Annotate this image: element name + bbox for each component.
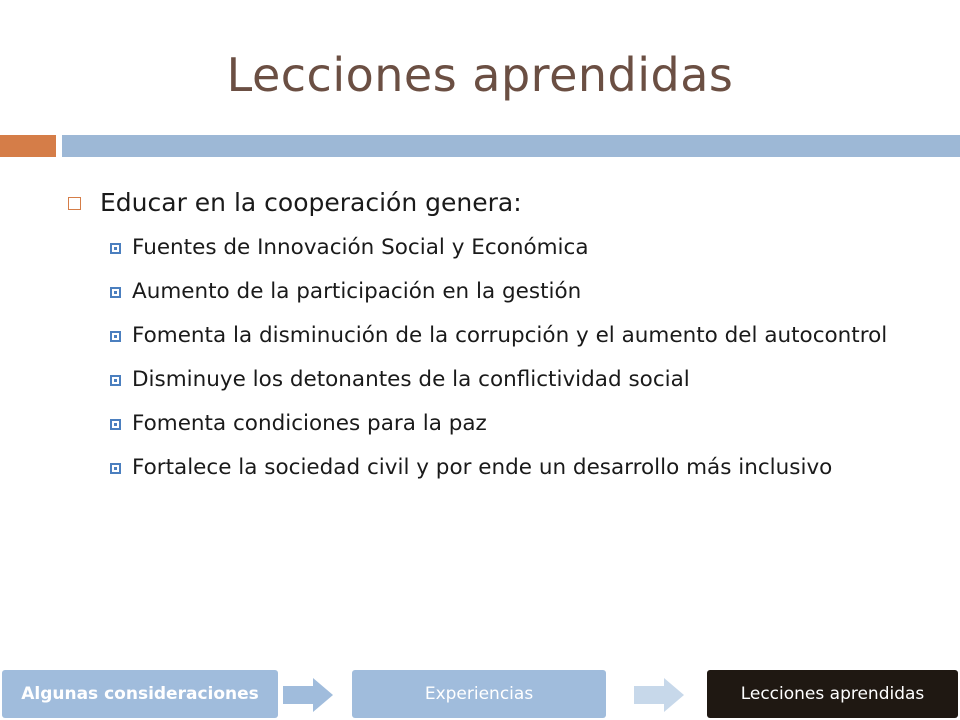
main-bullet-text: Educar en la cooperación genera: bbox=[100, 188, 522, 217]
sub-bullet-text: Fomenta condiciones para la paz bbox=[132, 411, 487, 436]
sub-bullet-text: Fuentes de Innovación Social y Económica bbox=[132, 235, 589, 260]
sub-bullet-text: Fortalece la sociedad civil y por ende un desarrollo más inclusivo bbox=[132, 455, 833, 480]
sub-bullet-text: Disminuye los detonantes de la conflictividad social bbox=[132, 367, 690, 392]
square-bullet-icon bbox=[110, 419, 121, 430]
square-bullet-icon bbox=[110, 243, 121, 254]
nav-step-experiencias[interactable]: Experiencias bbox=[352, 670, 606, 718]
sub-bullet bbox=[110, 318, 946, 354]
sub-bullet bbox=[110, 274, 946, 310]
square-bullet-icon bbox=[68, 197, 81, 210]
square-bullet-icon bbox=[110, 331, 121, 342]
nav-step-lecciones-aprendidas[interactable]: Lecciones aprendidas bbox=[707, 670, 958, 718]
square-bullet-icon bbox=[110, 463, 121, 474]
process-nav bbox=[0, 670, 960, 720]
title-accent-bar-blue bbox=[62, 135, 960, 157]
square-bullet-icon bbox=[110, 375, 121, 386]
main-bullet bbox=[66, 184, 946, 222]
sub-bullet bbox=[110, 362, 946, 398]
slide-content bbox=[66, 184, 946, 494]
sub-bullet-text: Aumento de la participación en la gestión bbox=[132, 279, 582, 304]
sub-bullet bbox=[110, 406, 946, 442]
sub-bullet bbox=[110, 450, 946, 486]
sub-bullet-text: Fomenta la disminución de la corrupción y el aumento del autocontrol bbox=[132, 323, 888, 348]
square-bullet-icon bbox=[110, 287, 121, 298]
title-accent-bar-orange bbox=[0, 135, 56, 157]
sub-bullet-list bbox=[110, 230, 946, 486]
arrow-right-icon bbox=[634, 678, 684, 712]
sub-bullet bbox=[110, 230, 946, 266]
arrow-right-icon bbox=[283, 678, 333, 712]
nav-step-algunas-consideraciones[interactable]: Algunas consideraciones bbox=[2, 670, 278, 718]
slide-title: Lecciones aprendidas bbox=[226, 48, 734, 102]
